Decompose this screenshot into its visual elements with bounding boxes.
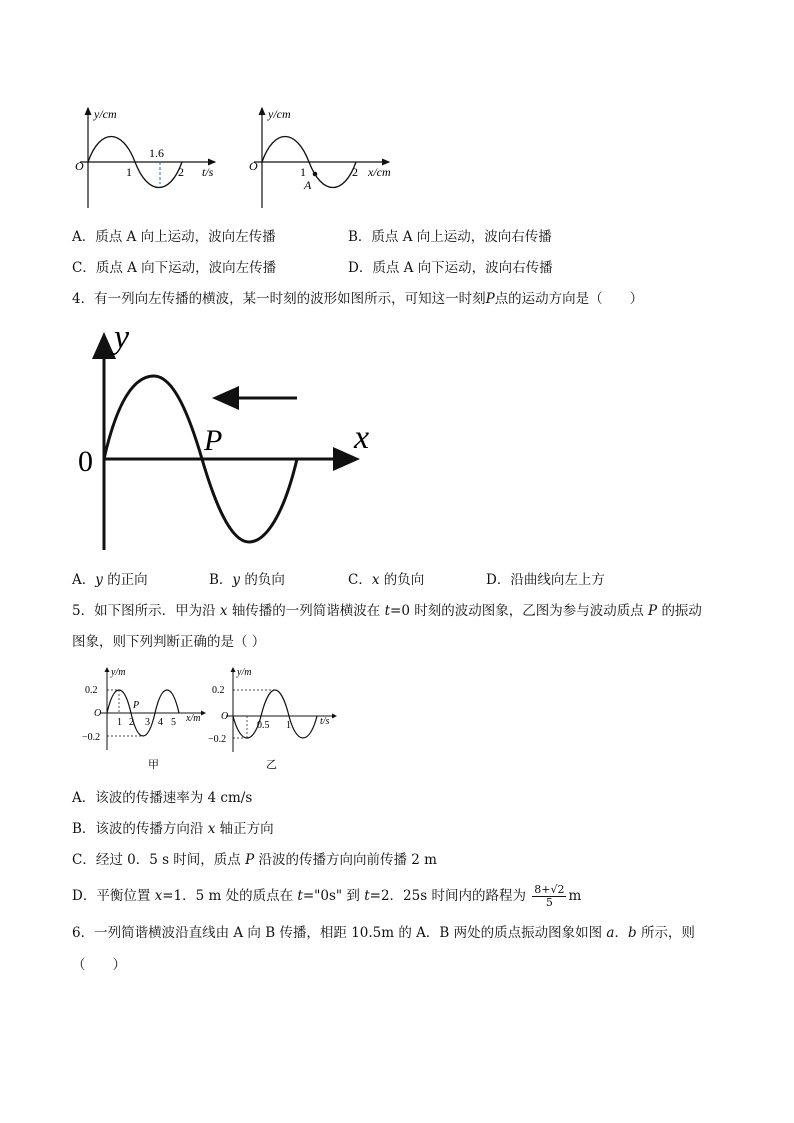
q5-yi-caption: 乙 — [266, 759, 277, 771]
q5-yi-x-label: t/s — [320, 716, 330, 727]
q4-option-a-pre: A． — [72, 572, 96, 588]
q3-left-origin: O — [75, 159, 84, 173]
q5-option-a: A．该波的传播速率为 4 cm/s — [72, 790, 253, 806]
q5-jia-tick-5: 5 — [171, 717, 176, 728]
q5-stem1-b: 轴传播的一列简谐横波在 — [231, 603, 381, 619]
q5-figure-yi — [206, 662, 346, 774]
q4-option-b — [209, 571, 285, 589]
q3-option-d: D．质点 A 向下运动，波向右传播 — [348, 260, 553, 276]
q4-stem-var: P — [485, 291, 495, 307]
q5-stem1-p: P — [648, 603, 658, 619]
q4-stem-pre: 4．有一列向左传播的横波，某一时刻的波形如图所示，可知这一时刻 — [72, 291, 486, 307]
q5-option-c-b: 沿波的传播方向向前传播 2 m — [258, 852, 437, 868]
q5-jia-tick-3: 3 — [145, 717, 150, 728]
q5-figure-jia — [82, 662, 212, 774]
q5-stem-line1 — [72, 602, 702, 620]
q6-line1-b: 所示，则 — [640, 925, 695, 941]
q3-right-point: A — [304, 178, 312, 192]
q5-jia-point: P — [133, 700, 140, 711]
q3-left-x-label: t/s — [202, 165, 214, 179]
q6-line1-a: 6．一列简谐横波沿直线由 A 向 B 传播，相距 10.5m 的 A．B 两处的质点振动图象如图 — [72, 925, 603, 941]
q5-option-d-t2: t — [364, 888, 370, 904]
q4-x-label: x — [354, 419, 370, 456]
q4-option-a — [72, 571, 148, 589]
q5-option-c — [72, 851, 437, 869]
q5-option-d-x: x — [154, 888, 163, 904]
q5-option-d-t1: t — [297, 888, 303, 904]
q5-jia-tick-4: 4 — [158, 717, 163, 728]
q3-right-tick2: 2 — [352, 165, 358, 179]
q5-yi-origin: O — [221, 711, 229, 722]
q3-figure-right — [244, 100, 414, 210]
q5-yi-ybot: −0.2 — [208, 734, 227, 745]
q4-option-a-post: 的正向 — [107, 572, 148, 588]
q5-stem1-a: 5．如下图所示．甲为沿 — [72, 603, 216, 619]
q5-option-d-fraction — [532, 884, 566, 909]
q5-jia-caption: 甲 — [148, 759, 159, 771]
q6-stem-line1 — [72, 924, 695, 942]
q6-line1-sep: ． — [614, 925, 628, 941]
q4-point: P — [204, 424, 223, 457]
q5-option-d-d: =2．25s 时间内的路程为 — [369, 888, 526, 904]
q5-jia-tick-1: 1 — [117, 717, 122, 728]
q5-option-b-b: 轴正方向 — [219, 821, 274, 837]
q5-option-d-unit: m — [568, 888, 582, 904]
q4-y-label: y — [114, 319, 130, 356]
q3-option-b: B．质点 A 向上运动，波向右传播 — [348, 229, 552, 245]
q5-stem-line2: 图象，则下列判断正确的是（ ） — [72, 634, 266, 650]
q5-stem1-x: x — [219, 603, 228, 619]
q4-option-c-pre: C． — [348, 572, 372, 588]
q4-option-a-var: y — [95, 572, 103, 588]
q5-yi-ytop: 0.2 — [212, 685, 225, 696]
q5-yi-y-label: y/m — [237, 667, 252, 678]
q3-left-tick1: 1 — [126, 165, 132, 179]
q4-option-c — [348, 571, 424, 589]
q5-option-d-b: =1．5 m 处的质点在 — [162, 888, 294, 904]
q3-option-a: A．质点 A 向上运动，波向左传播 — [72, 229, 276, 245]
q4-stem-post: 点的运动方向是（ ） — [494, 291, 644, 307]
q4-option-b-var: y — [232, 572, 241, 588]
q5-option-d-num: 8+√2 — [534, 883, 565, 896]
q3-right-origin: O — [249, 159, 258, 173]
q4-option-b-post: 的负向 — [244, 572, 285, 588]
q6-line1-a2: a — [606, 925, 615, 941]
q5-stem1-d: 的振动 — [661, 603, 702, 619]
q5-option-d-c: ="0s" 到 — [302, 888, 360, 904]
q5-option-d-den: 5 — [545, 896, 553, 909]
q5-option-c-a: C．经过 0．5 s 时间，质点 — [72, 852, 241, 868]
q3-right-tick1: 1 — [300, 165, 306, 179]
q5-yi-tick-2: 1 — [286, 720, 291, 731]
q3-right-x-label: x/cm — [368, 165, 391, 179]
q5-option-d — [72, 882, 581, 910]
q6-line1-b2: b — [627, 925, 637, 941]
q5-yi-tick-1: 0.5 — [257, 720, 270, 731]
q3-option-c: C．质点 A 向下运动，波向左传播 — [72, 260, 277, 276]
q5-jia-ytop: 0.2 — [85, 685, 98, 696]
q5-jia-tick-2: 2 — [129, 717, 134, 728]
q4-option-d: D．沿曲线向左上方 — [486, 572, 605, 588]
q5-jia-x-label: x/m — [186, 713, 201, 724]
q5-option-c-p: P — [245, 852, 255, 868]
q3-left-mark: 1.6 — [149, 146, 164, 160]
q5-stem1-t: t — [384, 603, 391, 619]
q5-option-b — [72, 820, 274, 838]
q4-option-c-post: 的负向 — [383, 572, 425, 588]
q5-jia-ybot: −0.2 — [82, 732, 101, 743]
q3-figure-left — [70, 100, 230, 210]
q3-left-y-label: y/cm — [94, 107, 117, 121]
q4-option-c-var: x — [371, 572, 380, 588]
q3-right-y-label: y/cm — [268, 107, 291, 121]
q3-left-tick2: 2 — [178, 165, 184, 179]
q5-option-b-x: x — [207, 821, 216, 837]
q4-option-b-pre: B． — [209, 572, 233, 588]
q4-origin: 0 — [78, 445, 93, 478]
q4-stem — [72, 290, 643, 308]
q4-figure — [72, 318, 382, 558]
q5-stem1-c: =0 时刻的波动图象，乙图为参与波动质点 — [390, 603, 644, 619]
q6-stem-line2: （ ） — [72, 957, 126, 973]
q5-option-d-a: D．平衡位置 — [72, 888, 151, 904]
q5-jia-y-label: y/m — [111, 667, 126, 678]
q5-jia-origin: O — [94, 708, 102, 719]
q5-option-b-a: B．该波的传播方向沿 — [72, 821, 204, 837]
